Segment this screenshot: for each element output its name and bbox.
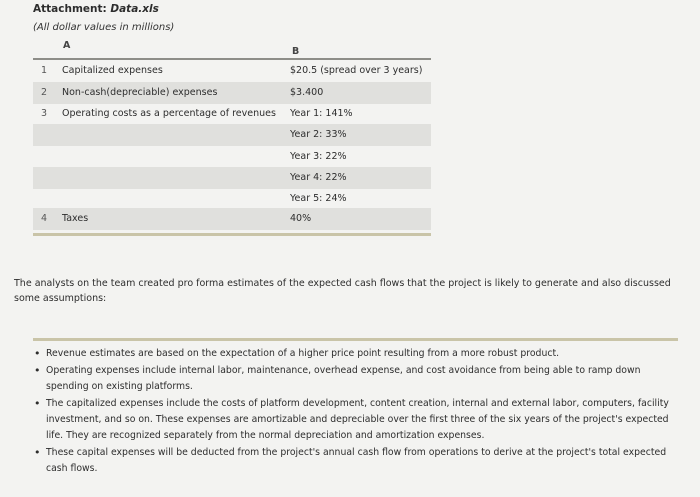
table-row [33,146,431,168]
table-row [33,82,431,104]
list-item-text: Operating expenses include internal labor, maintenance, overhead expense, and cost avoidance from being able to ramp down spending on existing platforms. [46,365,641,392]
attachment-filename[interactable]: Data.xls [110,3,159,15]
table-bottom-rule [33,233,431,236]
bullet-icon: • [34,446,41,459]
row-value: Year 5: 24% [290,193,347,204]
row-value: Year 3: 22% [290,151,347,162]
row-value: Year 1: 141% [290,108,353,119]
row-value: $3.400 [290,87,324,98]
list-item [33,363,673,395]
column-header-a: A [63,40,71,51]
assumption-list [33,346,673,478]
row-number: 2 [40,87,48,98]
row-value: $20.5 (spread over 3 years) [290,65,423,76]
table-row [33,60,431,82]
row-value: Year 2: 33% [290,129,347,140]
list-item-text: These capital expenses will be deducted from the project's annual cash flow from operations to derive at the project's total expected cash flows. [46,447,667,474]
list-item-text: Revenue estimates are based on the expectation of a higher price point resulting from a more robust product. [46,348,560,359]
bullet-icon: • [34,397,41,410]
row-label: Capitalized expenses [62,65,163,76]
row-label: Taxes [62,213,89,224]
row-number: 4 [40,213,48,224]
row-value: Year 4: 22% [290,172,347,183]
table-row [33,103,431,125]
row-value: 40% [290,213,312,224]
attachment-label: Attachment: [33,3,107,15]
row-number: 1 [40,65,48,76]
row-label: Operating costs as a percentage of revenues [62,108,276,119]
list-item [33,445,673,477]
units-note: (All dollar values in millions) [33,22,175,33]
table-row [33,188,431,210]
list-item-text: The capitalized expenses include the costs of platform development, content creation, internal and external labor, computers, facility investment, and so on. These expenses are amortizable and depreciable over the first three of the six years of the project's expected life. They are recognized separately from the normal depreciation and amortization expenses. [46,398,669,441]
column-header-b: B [292,46,300,57]
section-divider [33,338,678,341]
list-item [33,396,673,444]
table-row [33,167,431,189]
attachment-title [33,3,159,15]
table-row [33,124,431,146]
bullet-icon: • [34,347,41,360]
narrative-paragraph: The analysts on the team created pro forma estimates of the expected cash flows that the project is likely to generate and also discussed some assumptions: [14,278,671,304]
bullet-icon: • [34,364,41,377]
row-number: 3 [40,108,48,119]
table-row [33,208,431,230]
list-item [33,346,673,362]
row-label: Non-cash(depreciable) expenses [62,87,218,98]
